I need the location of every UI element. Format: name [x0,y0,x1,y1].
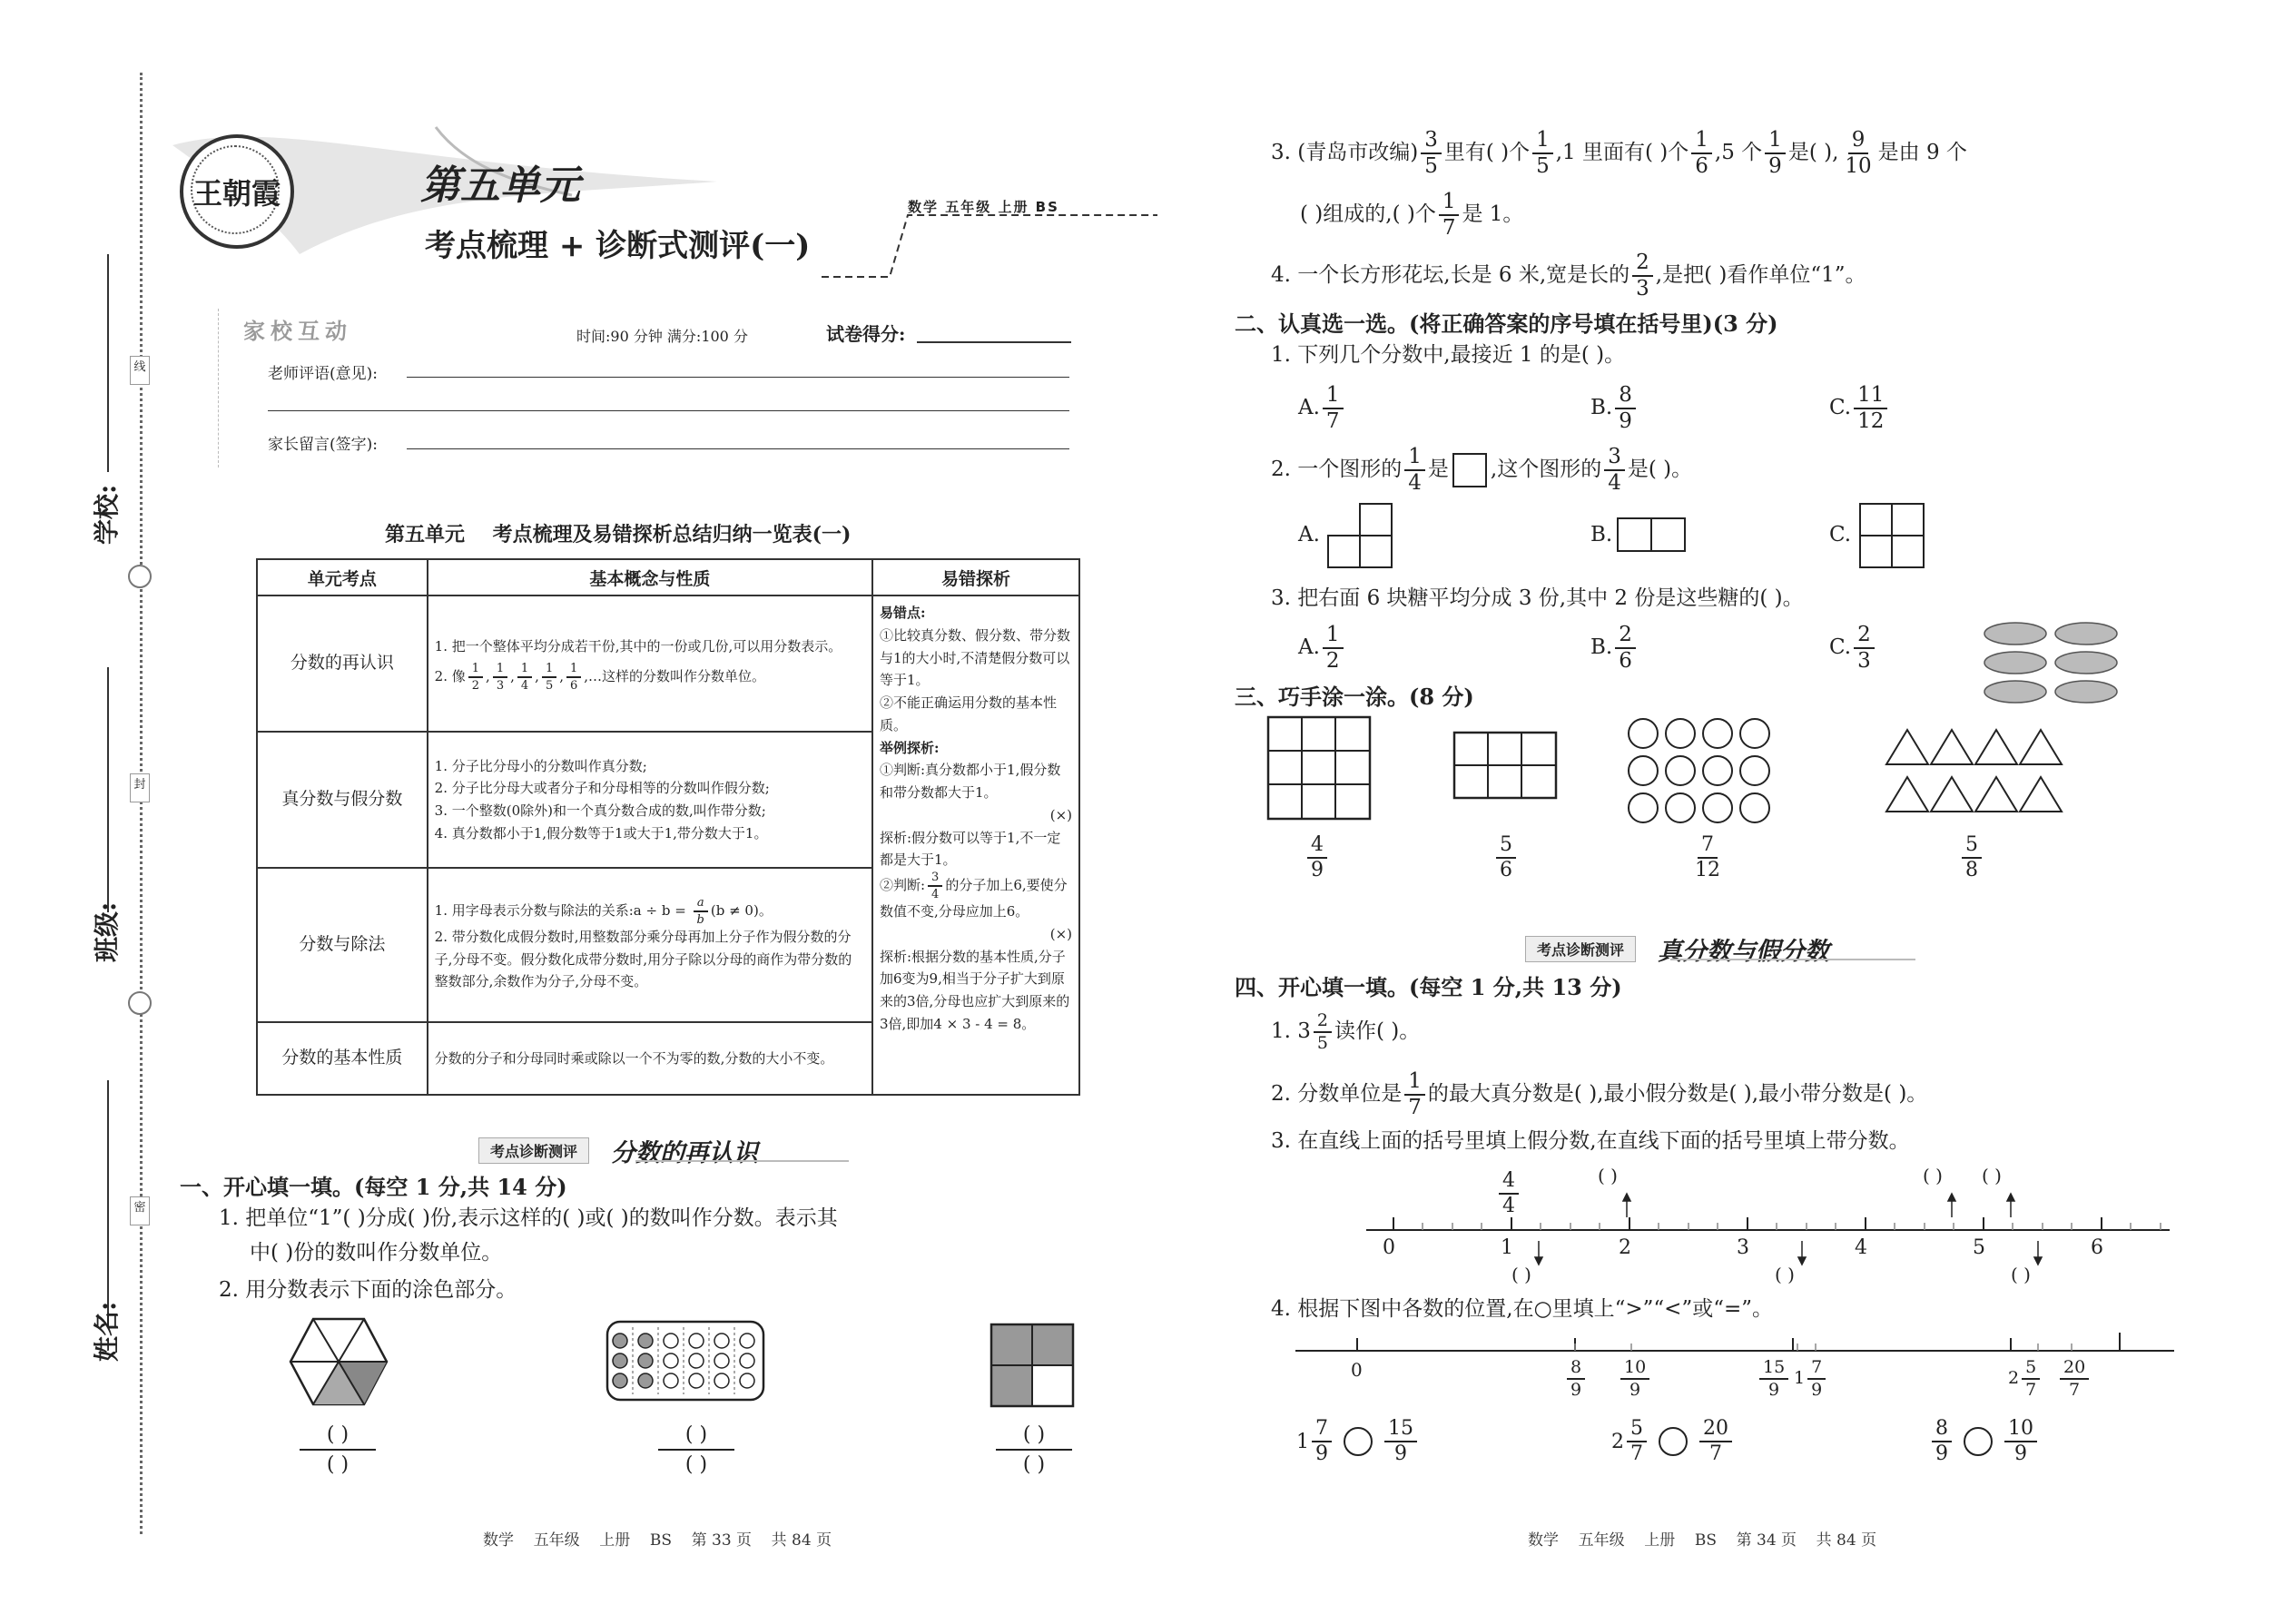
tick-fraction: $\frac{8}{9}$ [1564,1359,1588,1399]
score-line[interactable] [917,341,1071,343]
option-a[interactable]: A. $\frac{1}{2}$ [1298,625,1346,672]
tick-fraction: $\frac{10}{9}$ [1618,1359,1652,1399]
score-label: 试卷得分: [826,323,906,345]
figure-fraction: $\frac{5}{8}$ [1959,835,1984,881]
shape-cell [1327,535,1361,568]
concept-cell: 分数的分子和分母同时乘或除以一个不为零的数,分数的大小不变。 [428,1022,872,1095]
number-line-2 [1294,1325,2179,1362]
question-text: 2. 用分数表示下面的涂色部分。 [219,1278,517,1302]
circle-board-figure [605,1320,765,1402]
grid-3x2-figure [1452,731,1558,800]
option-b[interactable]: B. [1590,523,1613,546]
err-line: ②不能正确运用分数的基本性质。 [879,694,1057,733]
err-line: ①判断:真分数都小于1,假分数和带分数都大于1。 [879,762,1061,801]
shape-cell [1650,517,1686,552]
subject-tag: 数学 五年级 上册 BS [908,199,1059,215]
answer-blank[interactable]: ( ) [1982,1165,2002,1186]
topic-cell: 分数的再认识 [257,595,428,732]
parent-comment-line[interactable] [407,448,1069,449]
answer-fraction-blank[interactable]: ( ) ( ) [996,1423,1072,1476]
ribbon-title: 分数的再认识 [611,1138,759,1167]
tick-fraction: $\frac{15}{9}$ [1757,1359,1791,1399]
shape-cell [1359,535,1393,568]
err-line: 易错点: [879,605,926,621]
question-text: 2. 一个图形的 $\frac{1}{4}$ 是 ,这个图形的 $\frac{3}{4}$ 是( )。 [1271,445,1693,495]
ribbon-arrow-line [635,1160,849,1162]
class-label: 班级: [92,901,122,962]
class-field-line[interactable] [107,667,109,912]
answer-fraction-blank[interactable]: ( ) ( ) [300,1423,376,1476]
ribbon-title: 真分数与假分数 [1658,937,1830,966]
page-footer: 数学 五年级 上册 BS 第 34 页 共 84 页 [1528,1531,1877,1550]
binding-dotted-line [140,73,143,1534]
question-text: 3. (青岛市改编) $\frac{3}{5}$ 里有( )个 $\frac{1}{5}$ ,1 里面有( )个 $\frac{1}{6}$ ,5 个 $\frac{1}{9}$ 是( ), $\frac{9}{10}$ 是由 9 个 [1271,128,1967,178]
unit-square-icon [1452,453,1487,487]
school-field-line[interactable] [107,254,109,472]
figure-fraction: $\frac{7}{12}$ [1695,833,1720,881]
fraction-four-fourths: $\frac{4}{4}$ [1496,1171,1521,1216]
header-dash-line [817,204,1162,286]
number-line-1 [1362,1157,2179,1303]
topic-cell: 真分数与假分数 [257,732,428,868]
exam-meta: 时间:90 分钟 满分:100 分 [576,328,748,345]
parent-comment-label: 家长留言(签字): [268,436,378,454]
figure-fraction: $\frac{4}{9}$ [1305,835,1330,881]
brand-logo [180,134,294,249]
tick-label: 4 [1855,1236,1867,1259]
concept-cell [428,732,872,868]
compare-item: 1 $\frac{7}{9}$ $\frac{15}{9}$ [1296,1419,1420,1464]
logo-text: 王朝霞 [192,176,281,211]
answer-blank[interactable]: ( ) [2011,1264,2031,1285]
ribbon-arrow-line [1670,959,1915,960]
table-header: 易错探析 [872,559,1079,595]
answer-blank[interactable]: ( ) [1511,1264,1531,1285]
page-subtitle: 考点梳理 + 诊断式测评(一) [425,228,811,264]
answer-blank[interactable]: ( ) [1923,1165,1943,1186]
section-title: 二、认真选一选。(将正确答案的序号填在括号里)(3 分) [1235,310,1778,337]
binding-ring [128,991,152,1015]
tick-label: 0 [1351,1359,1363,1381]
square-figure [989,1323,1075,1408]
question-text: 1. 3 $\frac{2}{5}$ 读作( )。 [1271,1010,1421,1053]
err-line: 举例探析: [879,739,940,756]
option-a[interactable]: A. [1298,523,1320,546]
name-field-line[interactable] [107,1080,109,1325]
section-title: 三、巧手涂一涂。(8 分) [1235,684,1474,710]
seal-label-feng: 封 [130,773,150,802]
concept-line: 4. 真分数都小于1,假分数等于1或大于1,带分数大于1。 [434,824,768,842]
tick-label: 2 [1619,1236,1631,1259]
grid-3x3-figure [1266,715,1372,821]
binding-ring [128,565,152,588]
circles-figure [1625,717,1779,826]
concept-line: 2. 带分数化成假分数时,用整数部分乘分母再加上分子作为假分数的分子,分母不变。假分数化成带分数时,用分子除以分母的商作为带分数的整数部分,余数作为分子,分母不变。 [434,928,852,990]
tick-fraction: 1 $\frac{7}{9}$ [1794,1359,1828,1399]
concept-line: 2. 像 $\frac{1}{2}$ , $\frac{1}{3}$ , $\frac{1}{4}$ , $\frac{1}{5}$ , $\frac{1}{6}$ ,…这样的分数叫作分数单位。 [434,662,766,694]
table-header: 基本概念与性质 [428,559,872,595]
option-a[interactable]: A. $\frac{1}{7}$ [1298,385,1346,432]
shape-cell [1891,503,1925,536]
question-text: 中( )份的数叫作分数单位。 [250,1241,503,1265]
section-title: 四、开心填一填。(每空 1 分,共 13 分) [1235,974,1622,1000]
name-label: 姓名: [92,1301,122,1362]
triangles-figure [1884,726,2065,817]
teacher-comment-label: 老师评语(意见): [268,365,378,383]
err-line: 探析:假分数可以等于1,不一定都是大于1。 [879,829,1061,869]
concept-cell [428,595,872,732]
tick-label: 3 [1737,1236,1749,1259]
compare-item: $\frac{8}{9}$ $\frac{10}{9}$ [1929,1419,2040,1464]
shape-cell [1859,535,1893,568]
question-text: ( )组成的,( )个 $\frac{1}{7}$ 是 1。 [1300,190,1524,240]
candy-icon [1979,617,2124,708]
tick-label: 0 [1383,1236,1395,1259]
section-title: 一、开心填一填。(每空 1 分,共 14 分) [180,1174,567,1200]
option-c[interactable]: C. $\frac{2}{3}$ [1829,625,1877,672]
ribbon-tag: 考点诊断测评 [478,1137,589,1164]
shape-cell [1617,517,1652,552]
err-line: ②判断: $\frac{3}{4}$ 的分子加上6,要使分数值不变,分母应加上6。 [879,871,1068,920]
option-c[interactable]: C. [1829,523,1852,546]
question-text: 4. 根据下图中各数的位置,在○里填上“>”“<”或“=”。 [1271,1297,1773,1321]
question-text: 1. 把单位“1”( )分成( )份,表示这样的( )或( )的数叫作分数。表示其 [219,1206,838,1230]
err-line: (×) [1049,925,1072,942]
option-b[interactable]: B. $\frac{8}{9}$ [1590,385,1639,432]
page-footer: 数学 五年级 上册 BS 第 33 页 共 84 页 [483,1531,832,1550]
err-line: ①比较真分数、假分数、带分数与1的大小时,不清楚假分数可以等于1。 [879,626,1070,689]
concept-text: ,…这样的分数叫作分数单位。 [584,668,766,685]
concept-line: 1. 用字母表示分数与除法的关系:a ÷ b = $\frac{a}{b}$ (b ≠ 0)。 [434,895,773,927]
seal-label-xian: 线 [130,356,150,385]
topic-cell: 分数的基本性质 [257,1022,428,1095]
compare-item: 2 $\frac{5}{7}$ $\frac{20}{7}$ [1611,1419,1735,1464]
summary-title: 第五单元 考点梳理及易错探析总结归纳一览表(一) [385,523,852,546]
tick-fraction: 2 $\frac{5}{7}$ [2008,1359,2043,1399]
unit-title: 第五单元 [420,162,580,209]
shape-cell [1359,503,1393,536]
topic-cell: 分数与除法 [257,868,428,1022]
err-line: 探析:根据分数的基本性质,分子加6变为9,相当于分子扩大到原来的3倍,分母也应扩大到原来的3倍,即加4 × 3 - 4 = 8。 [879,948,1070,1032]
question-text: 3. 把右面 6 块糖平均分成 3 份,其中 2 份是这些糖的( )。 [1271,586,1804,610]
shape-cell [1891,535,1925,568]
compare-circle[interactable] [1344,1427,1373,1456]
question-text: 3. 在直线上面的括号里填上假分数,在直线下面的括号里填上带分数。 [1271,1129,1910,1153]
tick-label: 5 [1973,1236,1985,1259]
shape-cell [1859,503,1893,536]
question-text: 2. 分数单位是 $\frac{1}{7}$ 的最大真分数是( ),最小假分数是( ),最小带分数是( )。 [1271,1069,1928,1119]
hexagon-figure [289,1316,389,1407]
seal-label-mi: 密 [130,1196,150,1225]
answer-blank[interactable]: ( ) [1775,1264,1795,1285]
error-analysis-cell [872,595,1079,1095]
concept-line: 3. 一个整数(0除外)和一个真分数合成的数,叫作带分数; [434,802,766,819]
concept-cell [428,868,872,1022]
figure-fraction: $\frac{5}{6}$ [1493,835,1519,881]
teacher-comment-line[interactable] [268,410,1069,411]
question-text: 1. 下列几个分数中,最接近 1 的是( )。 [1271,343,1626,367]
tick-fraction: $\frac{20}{7}$ [2057,1359,2092,1399]
option-b[interactable]: B. $\frac{2}{6}$ [1590,625,1639,672]
ribbon-tag: 考点诊断测评 [1525,936,1636,962]
teacher-comment-line[interactable] [407,377,1069,378]
compare-circle[interactable] [1964,1427,1993,1456]
table-header: 单元考点 [257,559,428,595]
question-text: 4. 一个长方形花坛,长是 6 米,宽是长的 $\frac{2}{3}$ ,是把( )看作单位“1”。 [1271,251,1866,300]
answer-fraction-blank[interactable]: ( ) ( ) [658,1423,734,1476]
compare-circle[interactable] [1659,1427,1688,1456]
family-label: 家校互动 [243,319,352,344]
answer-blank[interactable]: ( ) [1598,1165,1618,1186]
option-c[interactable]: C. $\frac{11}{12}$ [1829,385,1890,432]
school-label: 学校: [92,484,122,545]
concept-line: 1. 把一个整体平均分成若干份,其中的一份或几份,可以用分数表示。 [434,637,842,655]
concept-text: 2. 像 [434,668,466,685]
tick-label: 1 [1501,1236,1513,1259]
concept-line: 2. 分子比分母大或者分子和分母相等的分数叫作假分数; [434,780,770,797]
concept-line: 1. 分子比分母小的分数叫作真分数; [434,757,647,774]
tick-label: 6 [2091,1236,2103,1259]
summary-table [256,558,1080,1096]
err-line: (×) [1049,806,1072,823]
